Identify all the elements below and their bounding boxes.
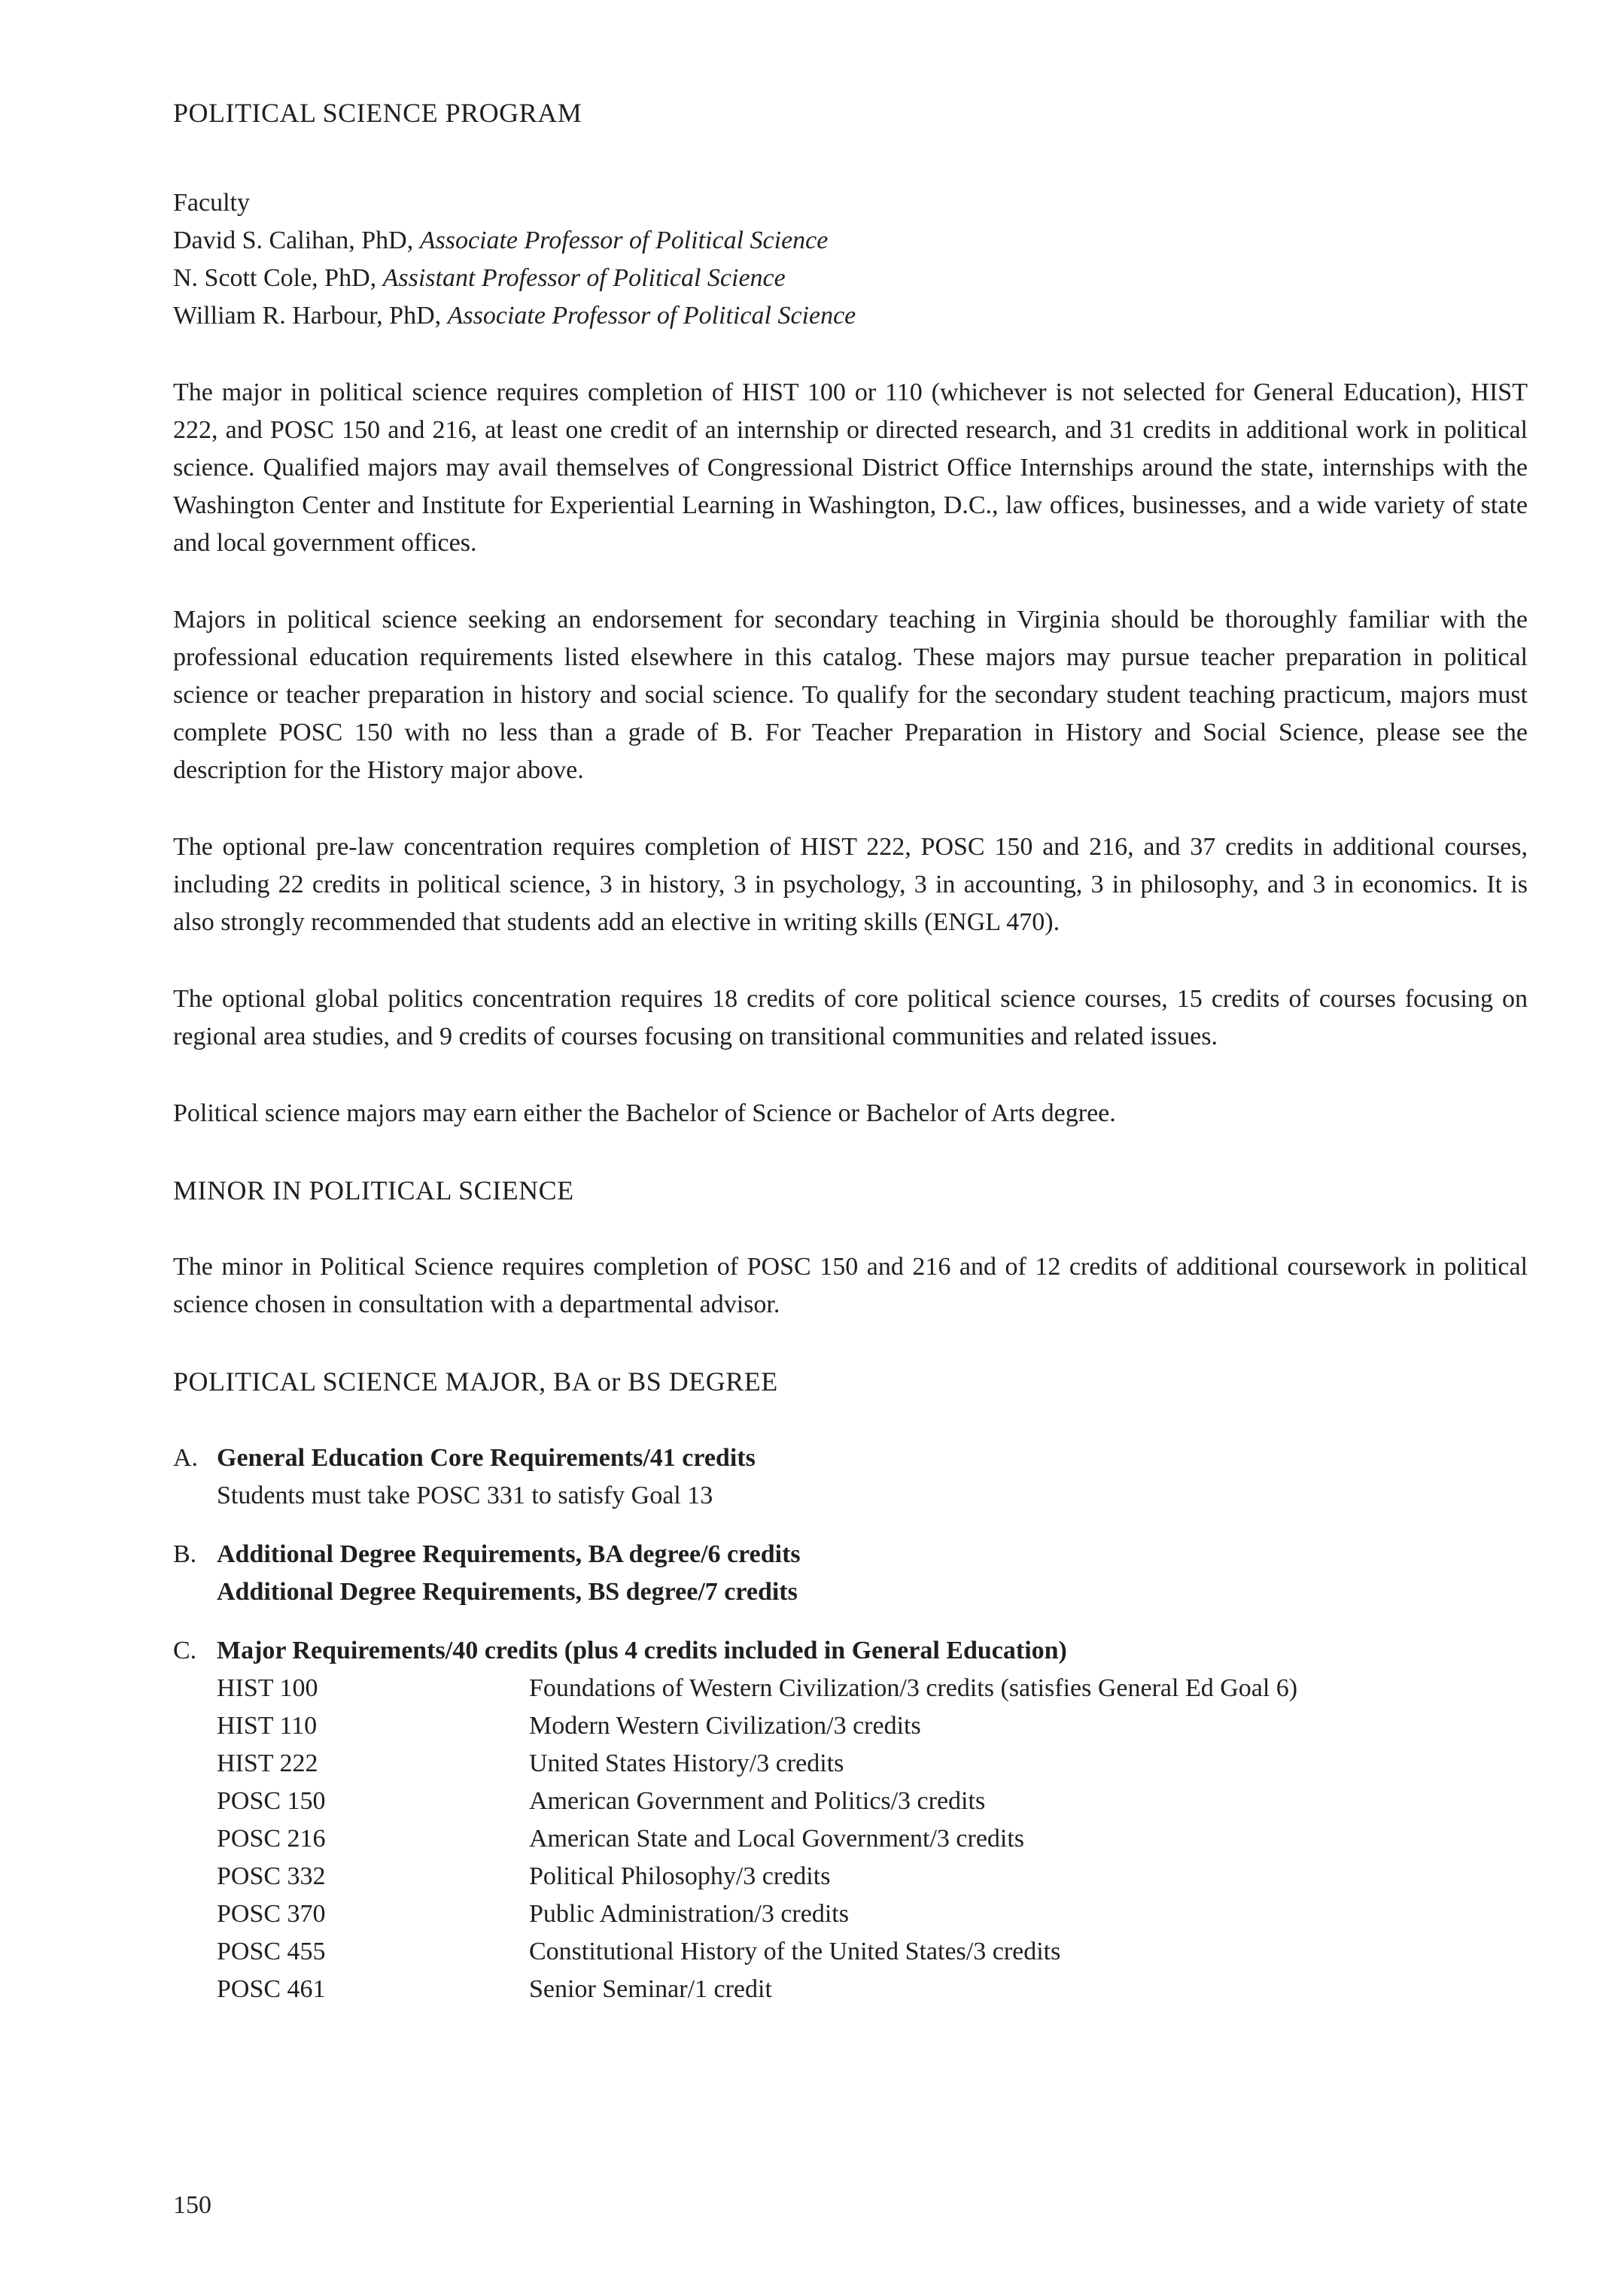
course-description: Public Administration/3 credits — [529, 1900, 849, 1928]
course-code: HIST 110 — [217, 1712, 318, 1740]
course-code: HIST 222 — [217, 1749, 318, 1777]
course-description: Modern Western Civilization/3 credits — [529, 1712, 921, 1740]
requirement-section-b — [173, 1536, 1528, 1611]
course-code: POSC 461 — [217, 1975, 326, 2003]
requirement-title: Additional Degree Requirements, BA degree/6 credits — [217, 1540, 801, 1568]
requirement-note: Students must take POSC 331 to satisfy Goal 13 — [217, 1482, 713, 1509]
faculty-heading: Faculty — [173, 189, 250, 217]
faculty-title: Associate Professor of Political Science — [419, 226, 829, 254]
requirement-title: Major Requirements/40 credits (plus 4 credits included in General Education) — [217, 1637, 1067, 1664]
faculty-title: Assistant Professor of Political Science — [382, 264, 786, 292]
course-row — [217, 1971, 1297, 2008]
pre-law-paragraph: The optional pre-law concentration requires completion of HIST 222, POSC 150 and 216, and 37 credits in additional courses, including 22 credits in political science, 3 in history, 3 in psychology, 3 in accounting, 3 in philosophy, and 3 in economics. It is also strongly recommended that students add an elective in writing skills (ENGL 470). — [173, 833, 1528, 936]
catalog-page — [173, 94, 1528, 2029]
degree-options-paragraph: Political science majors may earn either the Bachelor of Science or Bachelor of Arts degree. — [173, 1099, 1116, 1127]
page-number: 150 — [173, 2191, 211, 2219]
course-code: HIST 100 — [217, 1674, 318, 1702]
faculty-member — [173, 297, 1528, 335]
course-row — [217, 1895, 1297, 1933]
course-description: American Government and Politics/3 credits — [529, 1787, 986, 1815]
teaching-endorsement-paragraph: Majors in political science seeking an endorsement for secondary teaching in Virginia should be thoroughly familiar with the professional education requirements listed elsewhere in this catalog. These majors may pursue teacher preparation in political science or teacher preparation in history and social science. To qualify for the secondary student teaching practicum, majors must complete POSC 150 with no less than a grade of B. For Teacher Preparation in History and Social Science, please see the description for the History major above. — [173, 606, 1528, 784]
requirement-letter: B. — [173, 1540, 197, 1568]
course-row — [217, 1670, 1297, 1707]
faculty-name: William R. Harbour, PhD, — [173, 302, 448, 330]
course-code: POSC 216 — [217, 1825, 326, 1853]
requirement-title: Additional Degree Requirements, BS degree/7 credits — [217, 1578, 798, 1606]
requirement-letter: C. — [173, 1637, 197, 1664]
faculty-title: Associate Professor of Political Science — [447, 302, 856, 330]
major-heading: POLITICAL SCIENCE MAJOR, BA or BS DEGREE — [173, 1366, 778, 1397]
requirement-letter: A. — [173, 1444, 199, 1472]
course-row — [217, 1933, 1297, 1971]
requirement-section-c — [173, 1632, 1528, 2008]
page-title: POLITICAL SCIENCE PROGRAM — [173, 98, 582, 128]
course-row — [217, 1707, 1297, 1745]
global-politics-paragraph: The optional global politics concentration requires 18 credits of core political science courses, 15 credits of courses focusing on regional area studies, and 9 credits of courses focusing on transitional communities and related issues. — [173, 985, 1528, 1050]
course-code: POSC 370 — [217, 1900, 326, 1928]
faculty-list — [173, 222, 1528, 335]
course-description: Senior Seminar/1 credit — [529, 1975, 772, 2003]
course-description: Political Philosophy/3 credits — [529, 1862, 831, 1890]
course-list — [217, 1670, 1297, 2008]
requirement-section-a — [173, 1439, 1528, 1515]
minor-heading: MINOR IN POLITICAL SCIENCE — [173, 1175, 574, 1205]
course-description: United States History/3 credits — [529, 1749, 844, 1777]
faculty-name: N. Scott Cole, PhD, — [173, 264, 383, 292]
course-description: Constitutional History of the United States/3 credits — [529, 1938, 1061, 1965]
course-code: POSC 332 — [217, 1862, 326, 1890]
course-row — [217, 1745, 1297, 1783]
course-description: American State and Local Government/3 credits — [529, 1825, 1025, 1853]
faculty-name: David S. Calihan, PhD, — [173, 226, 420, 254]
faculty-member — [173, 222, 1528, 260]
course-row — [217, 1783, 1297, 1820]
major-description-paragraph: The major in political science requires completion of HIST 100 or 110 (whichever is not selected for General Education), HIST 222, and POSC 150 and 216, at least one credit of an internship or directed research, and 31 credits in additional work in political science. Qualified majors may avail themselves of Congressional District Office Internships around the state, internships with the Washington Center and Institute for Experiential Learning in Washington, D.C., law offices, businesses, and a wide variety of state and local government offices. — [173, 378, 1528, 557]
course-description: Foundations of Western Civilization/3 credits (satisfies General Ed Goal 6) — [529, 1674, 1298, 1702]
course-code: POSC 150 — [217, 1787, 326, 1815]
course-row — [217, 1820, 1297, 1858]
course-code: POSC 455 — [217, 1938, 326, 1965]
faculty-member — [173, 260, 1528, 297]
requirement-title: General Education Core Requirements/41 credits — [217, 1444, 756, 1472]
course-row — [217, 1858, 1297, 1895]
minor-description: The minor in Political Science requires completion of POSC 150 and 216 and of 12 credits of additional coursework in political science chosen in consultation with a departmental advisor. — [173, 1253, 1528, 1318]
